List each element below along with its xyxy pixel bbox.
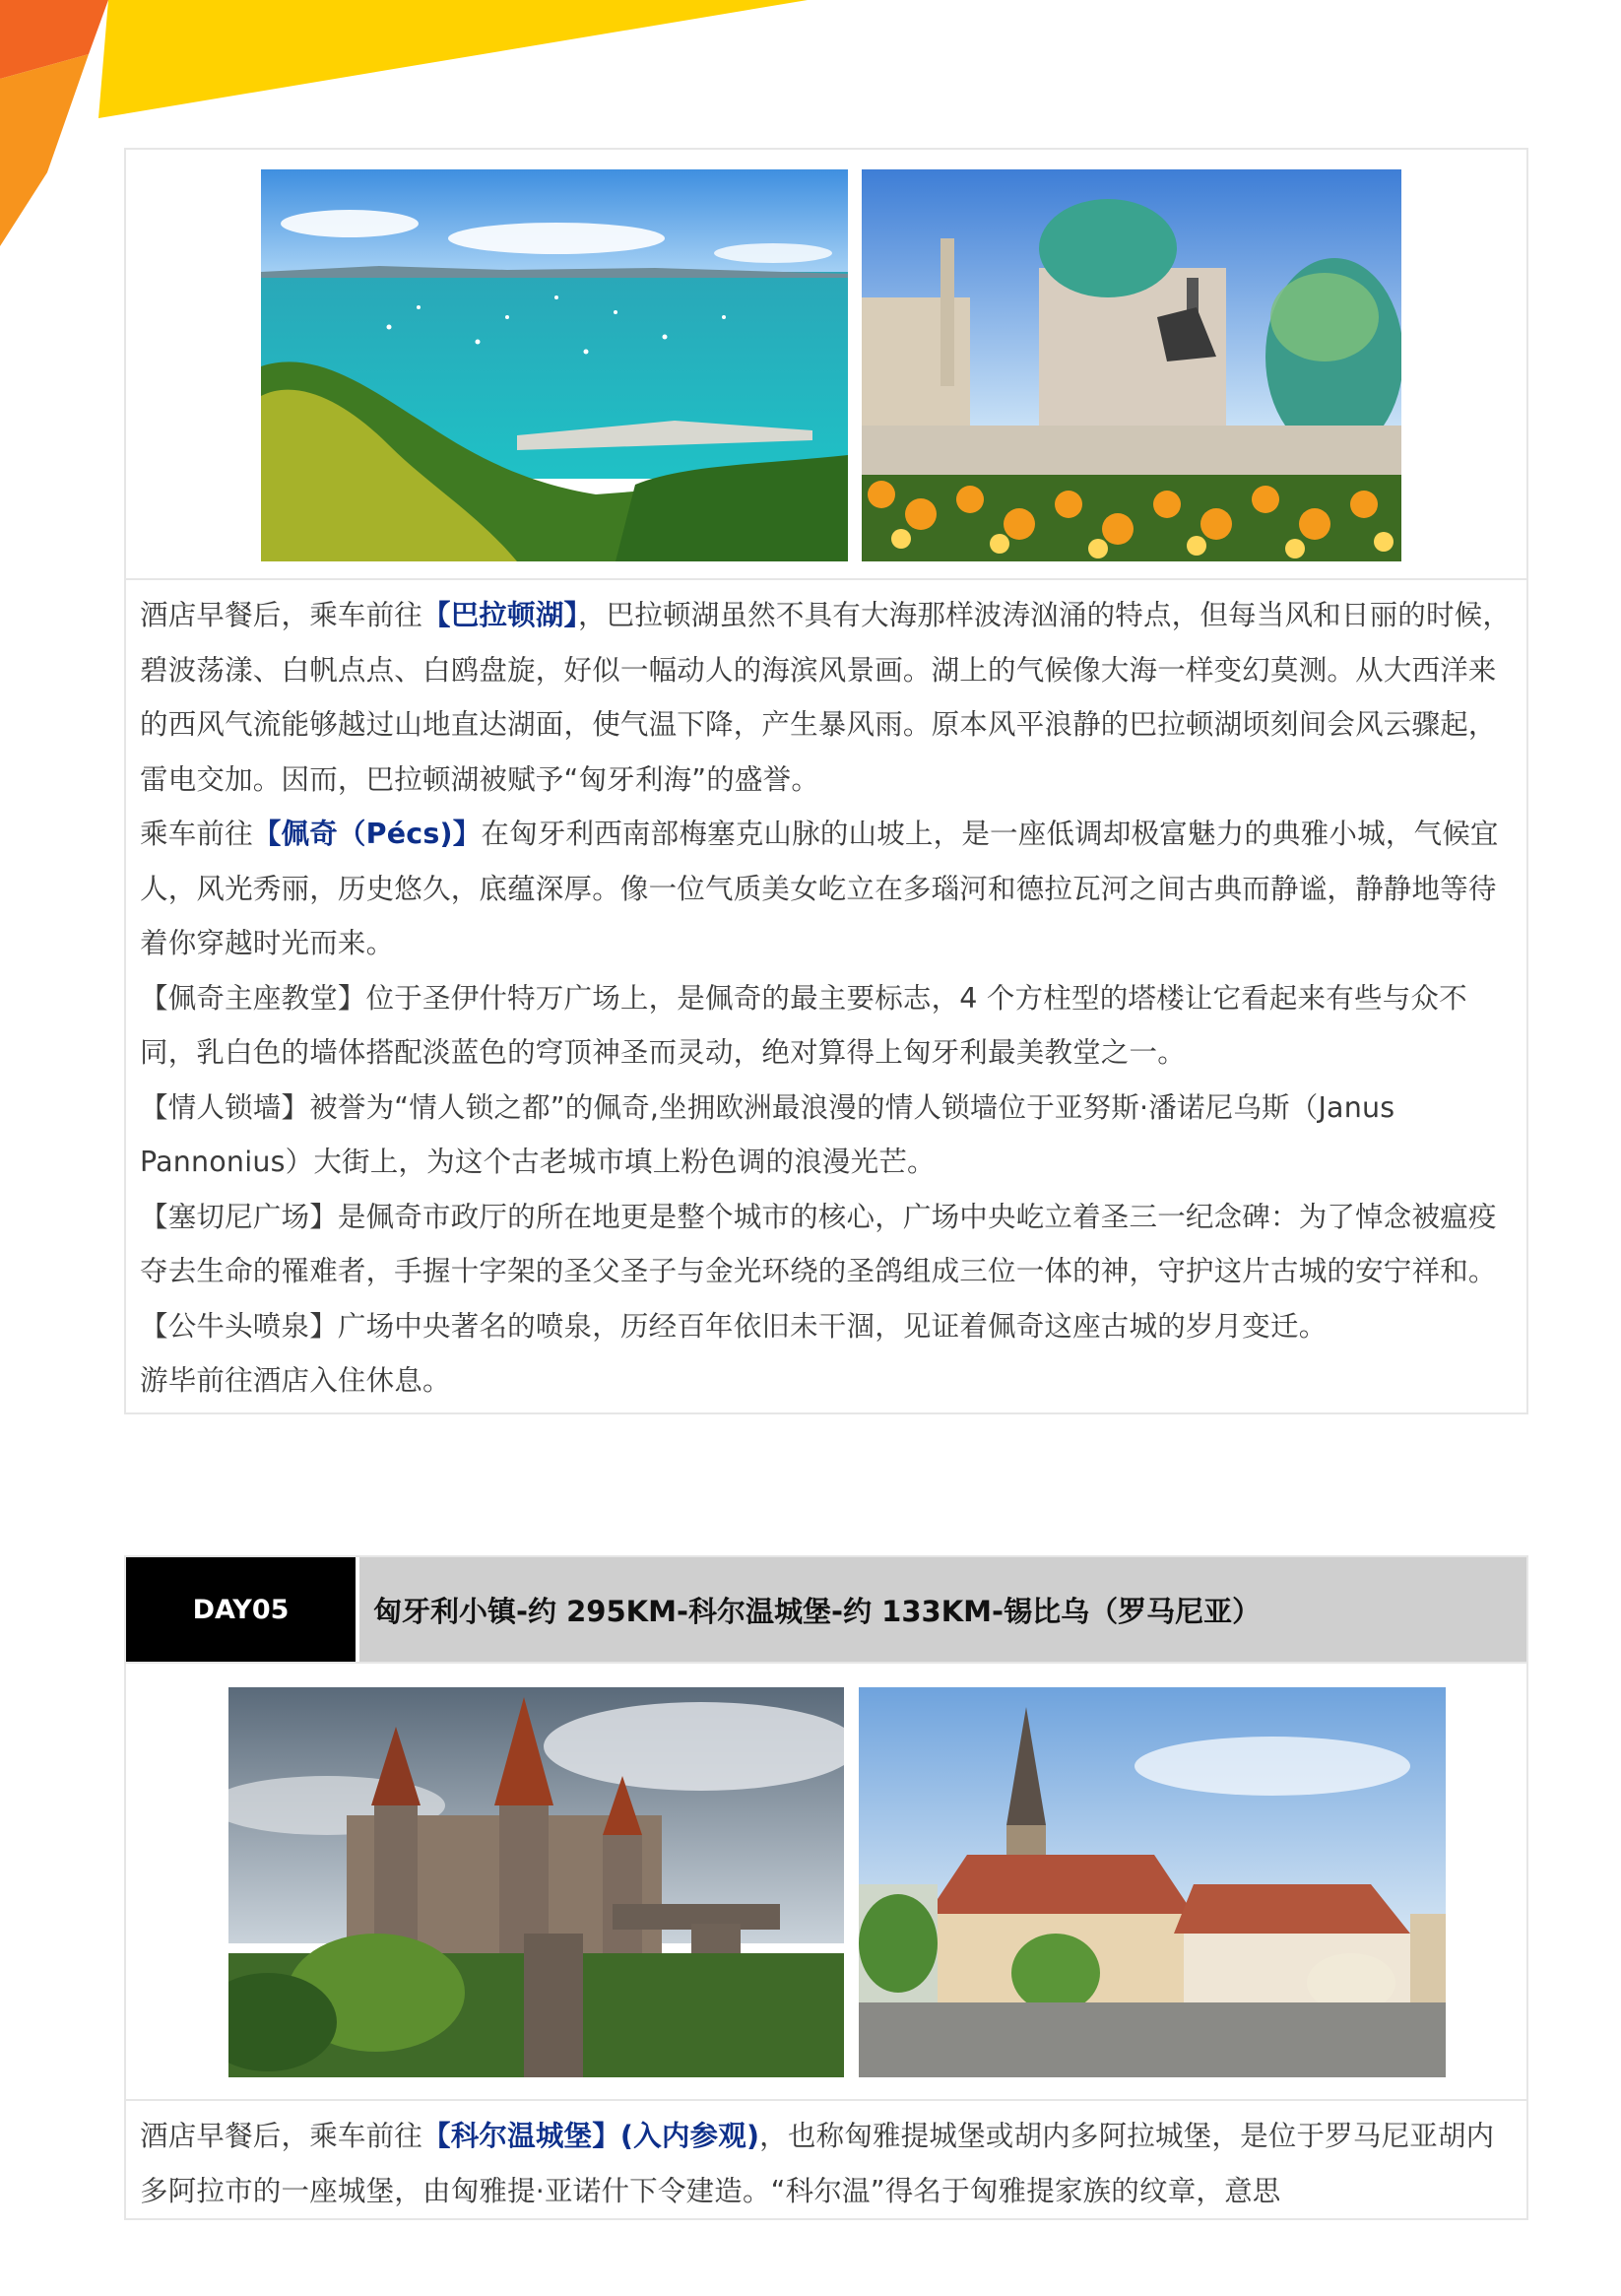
day-badge: DAY05 [126,1557,356,1662]
corvin-castle-photo [228,1687,844,2077]
paragraph: 【公牛头喷泉】广场中央著名的喷泉，历经百年依旧未干涸，见证着佩奇这座古城的岁月变迁。 [140,1309,1328,1343]
paragraph: 【塞切尼广场】是佩奇市政厅的所在地更是整个城市的核心，广场中央屹立着圣三一纪念碑：为了悼念被瘟疫夺去生命的罹难者，手握十字架的圣父圣子与金光环绕的圣鸽组成三位一体的神，守护这片古城的安宁祥和。 [140,1200,1497,1287]
highlight-lake-balaton: 【巴拉顿湖】 [422,599,578,631]
paragraph: 乘车前往【佩奇（Pécs)】在匈牙利西南部梅塞克山脉的山坡上，是一座低调却极富魅力的典雅小城，气候宜人，风光秀丽，历史悠久，底蕴深厚。像一位气质美女屹立在多瑙河和德拉瓦河之间古典而静谧，静静地等待着你穿越时光而来。 [140,818,1499,959]
day4-description [126,580,1526,1412]
day4-card [124,148,1528,1414]
sibiu-square-photo [859,1687,1446,2077]
day4-photo-row [126,150,1526,580]
paragraph: 酒店早餐后，乘车前往【巴拉顿湖】，巴拉顿湖虽然不具有大海那样波涛汹涌的特点，但每当风和日丽的时候，碧波荡漾、白帆点点、白鸥盘旋，好似一幅动人的海滨风景画。湖上的气候像大海一样变幻莫测。从大西洋来的西风气流能够越过山地直达湖面，使气温下降，产生暴风雨。原本风平浪静的巴拉顿湖顷刻间会风云骤起，雷电交加。因而，巴拉顿湖被赋予“匈牙利海”的盛誉。 [140,599,1512,796]
paragraph: 【情人锁墙】被誉为“情人锁之都”的佩奇,坐拥欧洲最浪漫的情人锁墙位于亚努斯·潘诺尼乌斯（Janus Pannonius）大街上，为这个古老城市填上粉色调的浪漫光芒。 [140,1090,1395,1178]
paragraph: 游毕前往酒店入住休息。 [140,1364,451,1397]
day5-photo-row [126,1664,1526,2101]
day-header [126,1557,1526,1664]
day5-card [124,1555,1528,2220]
pecs-mosque-square-photo [862,169,1401,561]
highlight-pecs: 【佩奇（Pécs)】 [252,818,482,850]
lake-balaton-photo [261,169,848,561]
paragraph: 【佩奇主座教堂】位于圣伊什特万广场上，是佩奇的最主要标志，4 个方柱型的塔楼让它看起来有些与众不同，乳白色的墙体搭配淡蓝色的穹顶神圣而灵动，绝对算得上匈牙利最美教堂之一。 [140,981,1467,1069]
paragraph: 酒店早餐后，乘车前往【科尔温城堡】(入内参观)，也称匈雅提城堡或胡内多阿拉城堡，是位于罗马尼亚胡内多阿拉市的一座城堡，由匈雅提·亚诺什下令建造。“科尔温”得名于匈雅提家族的纹章，意思 [140,2120,1495,2207]
day-title: 匈牙利小镇-约 295KM-科尔温城堡-约 133KM-锡比乌（罗马尼亚） [359,1557,1526,1662]
highlight-corvin-castle: 【科尔温城堡】(入内参观) [422,2120,760,2152]
day5-description [126,2101,1526,2218]
